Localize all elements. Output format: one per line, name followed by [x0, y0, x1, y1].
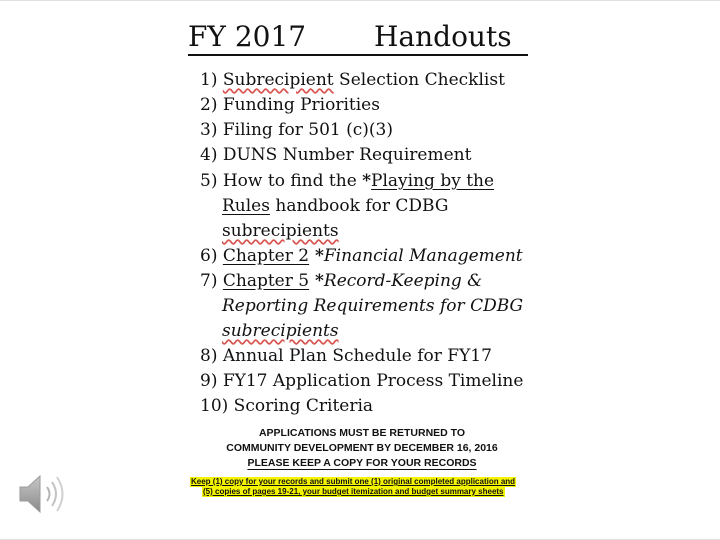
item-text: Playing by the [371, 171, 495, 191]
list-item-3: 3) Filing for 501 (c)(3) [200, 120, 393, 140]
handout-document [184, 18, 540, 500]
item-number: 1) [200, 70, 218, 90]
list-item-5-line-2 [222, 194, 448, 219]
item-text: subrecipients [222, 321, 339, 341]
list-item-2: 2) Funding Priorities [200, 95, 380, 115]
list-item-5-line-3 [222, 219, 339, 244]
asterisk: * [309, 246, 324, 266]
list-item-6 [200, 244, 523, 269]
list-item-10: 10) Scoring Criteria [200, 396, 374, 416]
list-item-9: 9) FY17 Application Process Timeline [200, 371, 524, 391]
item-text: Financial Management [323, 246, 523, 266]
list-item-1 [200, 68, 505, 93]
asterisk: * [309, 271, 324, 291]
page-title [188, 20, 528, 56]
notice-line-2: COMMUNITY DEVELOPMENT BY DECEMBER 16, 2016 [226, 442, 498, 454]
list-item-7-line-2: Reporting Requirements for CDBG [222, 296, 524, 316]
title-handouts: Handouts [374, 20, 512, 53]
asterisk: * [362, 171, 372, 191]
list-item-7 [200, 269, 482, 294]
speaker-icon[interactable] [14, 470, 70, 518]
item-number: 6) [200, 246, 223, 266]
highlight-line-1: Keep (1) copy for your records and submit one (1) original completed application and [191, 477, 516, 486]
item-text: subrecipients [222, 221, 339, 241]
item-text: Record-Keeping & [323, 271, 483, 291]
list-item-5 [200, 169, 494, 194]
notice-line-3: PLEASE KEEP A COPY FOR YOUR RECORDS [247, 457, 477, 469]
frame-line-top [0, 0, 720, 1]
title-fiscal-year: FY 2017 [188, 20, 307, 53]
item-text: Chapter 5 [222, 271, 310, 291]
item-text: 5) How to find the [200, 171, 363, 191]
highlight-line-2: (5) copies of pages 19-21, your budget itemization and budget summary sheets [203, 487, 504, 496]
list-item-4: 4) DUNS Number Requirement [200, 145, 472, 165]
speaker-icon-graphic [14, 470, 70, 518]
item-text: Rules [222, 196, 270, 216]
item-text: Chapter 2 [222, 246, 310, 266]
item-text: Selection Checklist [333, 70, 505, 90]
item-text: Subrecipient [222, 70, 334, 90]
item-text: handbook for CDBG [269, 196, 449, 216]
item-number: 7) [200, 271, 223, 291]
notice-line-1: APPLICATIONS MUST BE RETURNED TO [258, 427, 466, 439]
list-item-8: 8) Annual Plan Schedule for FY17 [200, 346, 492, 366]
list-item-7-line-3 [222, 319, 339, 344]
